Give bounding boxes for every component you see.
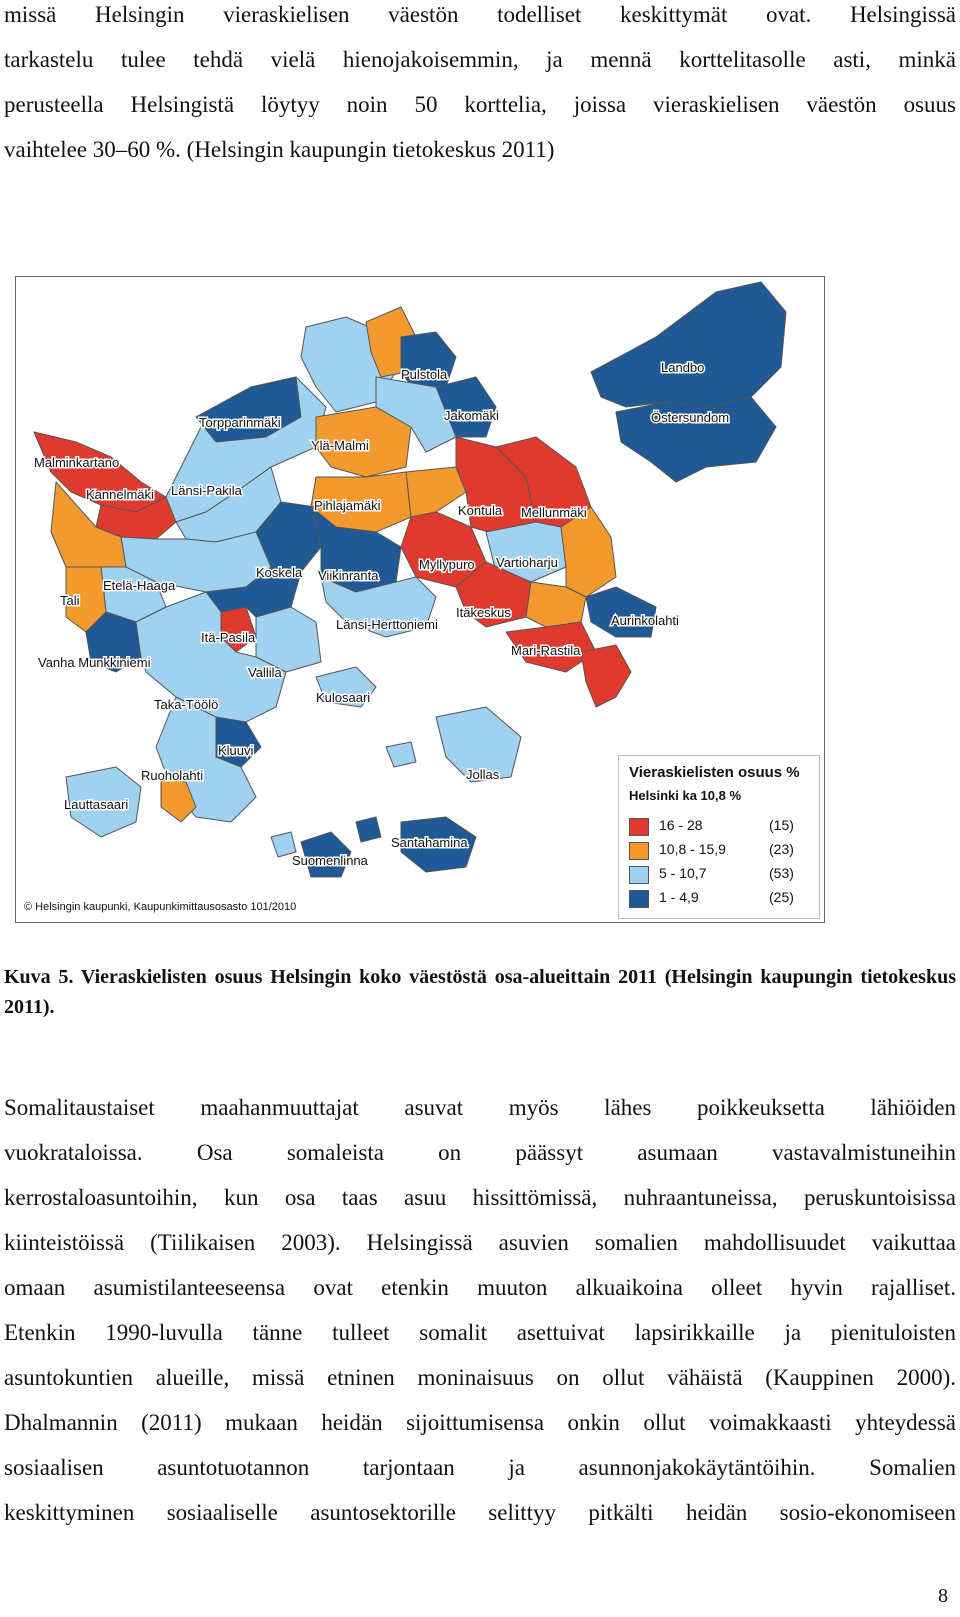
- place-label: Östersundom: [651, 410, 730, 425]
- text-line: omaan asumistilanteeseensa ovat etenkin muuton alkuaikoina olleet hyvin rajalliset.: [4, 1275, 956, 1300]
- text-line: asuntokuntien alueille, missä etninen moninaisuus on ollut vähäistä (Kauppinen 2000).: [4, 1365, 956, 1390]
- legend-swatch: [629, 866, 649, 884]
- place-label: Kannelmäki: [86, 487, 154, 502]
- text-line: kerrostaloasuntoihin, kun osa taas asuu hissittömissä, nuhraantuneissa, peruskuntoisissa: [4, 1185, 956, 1210]
- place-label: Lauttasaari: [64, 797, 129, 812]
- region-vuosaari-peninsula: [581, 645, 631, 707]
- place-label: Tali: [60, 593, 80, 608]
- text-line: keskittyminen sosiaaliselle asuntosektorille selittyy pitkälti heidän sosio-ekonomiseen: [4, 1500, 956, 1525]
- place-label: Pihlajamäki: [314, 498, 381, 513]
- map-legend: [618, 755, 820, 919]
- place-label: Jollas: [466, 767, 500, 782]
- place-label: Itä-Pasila: [201, 630, 256, 645]
- place-label: Ylä-Malmi: [311, 438, 369, 453]
- text-line: Etenkin 1990-luvulla tänne tulleet somalit asettuivat lapsirikkaille ja pienituloisten: [4, 1320, 956, 1345]
- helsinki-map-figure: [15, 276, 825, 923]
- place-label: Kontula: [458, 503, 503, 518]
- place-label: Länsi-Herttoniemi: [336, 617, 438, 632]
- place-label: Vartioharju: [496, 555, 558, 570]
- place-label: Vanha Munkkiniemi: [38, 655, 151, 670]
- place-label: Kluuvi: [218, 743, 254, 758]
- place-label: Itäkeskus: [456, 605, 511, 620]
- legend-count: (23): [769, 841, 794, 857]
- place-label: Koskela: [256, 565, 303, 580]
- map-copyright: © Helsingin kaupunki, Kaupunkimittausosasto 101/2010: [24, 901, 297, 913]
- text-line: Somalitaustaiset maahanmuuttajat asuvat myös lähes poikkeuksetta lähiöiden: [4, 1095, 956, 1120]
- place-label: Viikinranta: [318, 568, 379, 583]
- figure-caption: Kuva 5. Vieraskielisten osuus Helsingin koko väestöstä osa-alueittain 2011 (Helsingin kaupungin tietokeskus 2011).: [4, 966, 956, 1018]
- place-label: Länsi-Pakila: [171, 483, 242, 498]
- legend-count: (15): [769, 817, 794, 833]
- region-island-small3: [386, 742, 416, 767]
- legend-swatch: [629, 842, 649, 860]
- legend-count: (53): [769, 865, 794, 881]
- place-label: Aurinkolahti: [611, 613, 679, 628]
- place-label: Pulstola: [401, 367, 448, 382]
- text-line: perusteella Helsingistä löytyy noin 50 korttelia, joissa vieraskielisen väestön osuus: [4, 92, 956, 117]
- place-label: Mellunmäki: [521, 505, 587, 520]
- place-label: Kulosaari: [316, 690, 371, 705]
- legend-title: Vieraskielisten osuus %: [629, 764, 800, 781]
- legend-range: 1 - 4,9: [659, 889, 699, 905]
- text-line: vaihtelee 30–60 %. (Helsingin kaupungin tietokeskus 2011): [4, 137, 555, 162]
- text-line: tarkastelu tulee tehdä vielä hienojakoisemmin, ja mennä korttelitasolle asti, minkä: [4, 47, 956, 72]
- place-label: Jakomäki: [444, 408, 499, 423]
- place-label: Landbo: [661, 360, 705, 375]
- text-line: sosiaalisen asuntotuotannon tarjontaan ja asunnonjakokäytäntöihin. Somalien: [4, 1455, 956, 1480]
- page-number: 8: [938, 1585, 948, 1607]
- text-line: Dhalmannin (2011) mukaan heidän sijoittumisensa onkin ollut voimakkaasti yhteydessä: [4, 1410, 956, 1435]
- place-label: Myllypuro: [419, 557, 475, 572]
- place-label: Vallila: [248, 665, 282, 680]
- text-line: kiinteistöissä (Tiilikaisen 2003). Helsingissä asuvien somalien mahdollisuudet vaikuttaa: [4, 1230, 956, 1255]
- place-label: Torpparinmäki: [199, 415, 281, 430]
- region-orange-center: [406, 467, 466, 517]
- legend-swatch: [629, 818, 649, 836]
- legend-swatch: [629, 890, 649, 908]
- place-label: Etelä-Haaga: [103, 578, 176, 593]
- region-aurinkolahti: [586, 587, 656, 637]
- legend-range: 10,8 - 15,9: [659, 841, 726, 857]
- legend-count: (25): [769, 889, 794, 905]
- region-island-small1: [356, 817, 381, 842]
- place-label: Taka-Töölö: [154, 697, 219, 712]
- place-label: Santahamina: [391, 835, 468, 850]
- legend-range: 16 - 28: [659, 817, 703, 833]
- text-line: vuokrataloissa. Osa somaleista on päässyt asumaan vastavalmistuneihin: [4, 1140, 956, 1165]
- text-line: missä Helsingin vieraskielisen väestön todelliset keskittymät ovat. Helsingissä: [4, 2, 956, 27]
- legend-range: 5 - 10,7: [659, 865, 707, 881]
- place-label: Ruoholahti: [141, 768, 204, 783]
- region-landbo: [591, 282, 786, 407]
- paragraph-somali-housing: [4, 1085, 956, 1535]
- legend-subtitle: Helsinki ka 10,8 %: [629, 788, 742, 803]
- place-label: Mari-Rastila: [511, 643, 581, 658]
- place-label: Malminkartano: [34, 455, 120, 470]
- place-label: Suomenlinna: [292, 853, 368, 868]
- paragraph-intro: [4, 0, 956, 172]
